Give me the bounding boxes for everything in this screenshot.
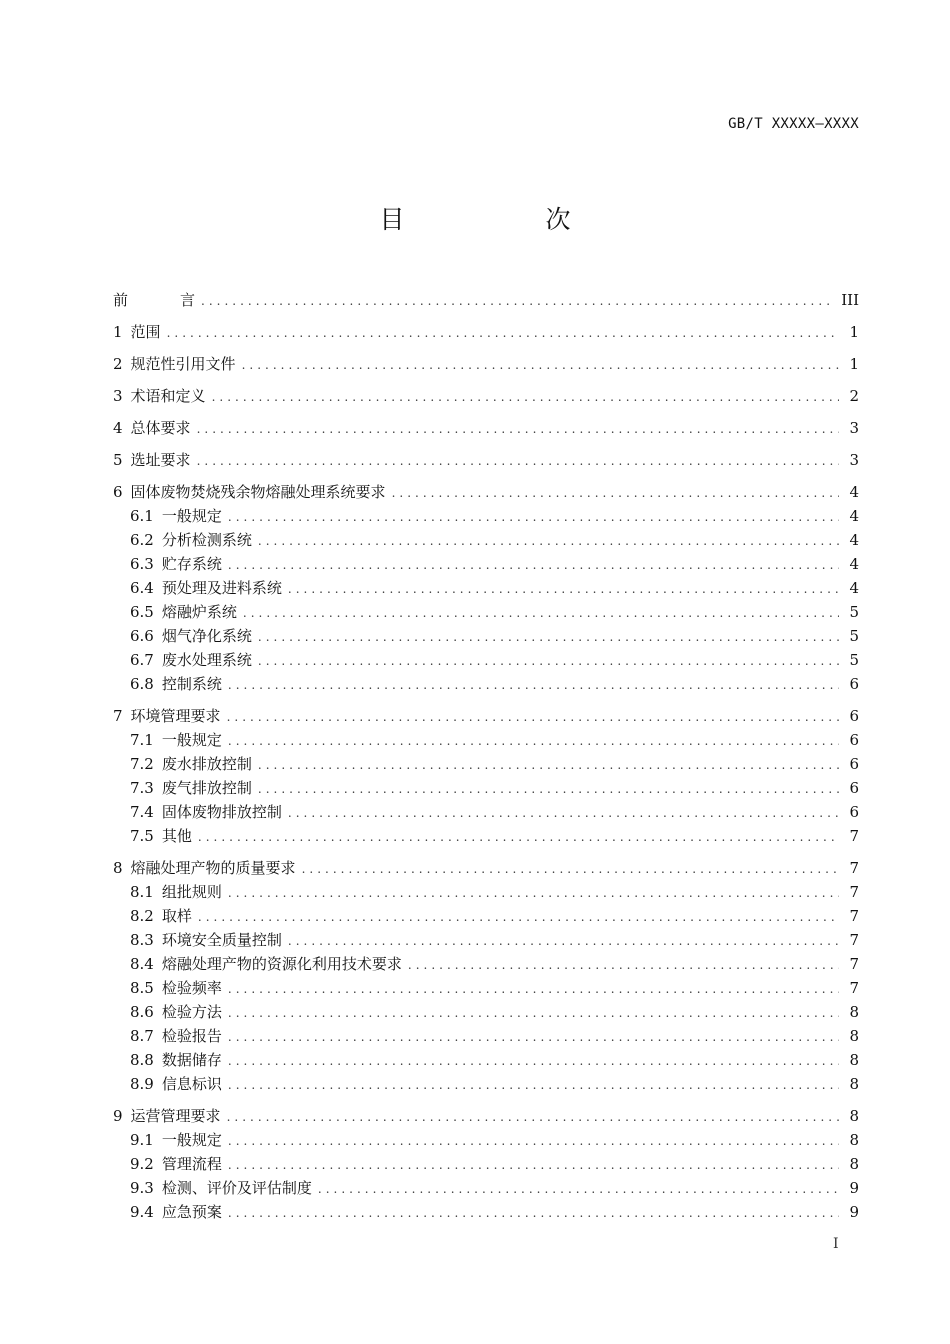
- dot-leader: [228, 1073, 839, 1097]
- toc-entry-number: 7.3: [130, 779, 154, 797]
- toc-entry-number: 7.5: [130, 827, 154, 845]
- toc-entry-page: 5: [849, 603, 859, 621]
- toc-entry-label: 言: [180, 291, 196, 309]
- toc-entry-label: 范围: [130, 323, 161, 341]
- toc-entry[interactable]: [113, 800, 859, 824]
- dot-leader: [167, 321, 839, 345]
- dot-leader: [198, 825, 839, 849]
- toc-entry-label: 术语和定义: [130, 387, 206, 405]
- dot-leader: [227, 705, 839, 729]
- dot-leader: [228, 505, 839, 529]
- toc-entry-number: 6.3: [130, 555, 154, 573]
- toc-entry[interactable]: [113, 728, 859, 752]
- toc-entry-page: 5: [849, 627, 859, 645]
- toc-entry-number: 4: [113, 419, 123, 437]
- toc-entry[interactable]: [113, 1128, 859, 1152]
- toc-entry[interactable]: [113, 1152, 859, 1176]
- toc-entry-page: 6: [849, 803, 859, 821]
- table-of-contents: [113, 288, 859, 1224]
- toc-entry-page: 7: [849, 907, 859, 925]
- toc-entry-page: 4: [849, 507, 859, 525]
- toc-entry-page: 8: [849, 1131, 859, 1149]
- dot-leader: [198, 905, 839, 929]
- toc-entry-number: 7.2: [130, 755, 154, 773]
- dot-leader: [228, 1025, 839, 1049]
- toc-entry[interactable]: [113, 928, 859, 952]
- toc-entry-page: 8: [849, 1051, 859, 1069]
- toc-entry-number: 6.4: [130, 579, 154, 597]
- toc-entry[interactable]: [113, 1104, 859, 1128]
- toc-entry-label: 一般规定: [161, 731, 222, 749]
- toc-entry-label: 分析检测系统: [161, 531, 252, 549]
- toc-entry-page: 7: [849, 859, 859, 877]
- toc-entry-page: 8: [849, 1075, 859, 1093]
- toc-entry-page: 7: [849, 883, 859, 901]
- toc-entry-number: 3: [113, 387, 123, 405]
- dot-leader: [258, 649, 839, 673]
- toc-entry[interactable]: [113, 752, 859, 776]
- toc-entry-label: 贮存系统: [161, 555, 222, 573]
- toc-entry-foreword[interactable]: [113, 288, 859, 312]
- toc-entry[interactable]: [113, 480, 859, 504]
- toc-entry-number: 8.6: [130, 1003, 154, 1021]
- toc-entry-label: 环境管理要求: [130, 707, 221, 725]
- toc-entry-number: 7.4: [130, 803, 154, 821]
- toc-entry-label: 其他: [161, 827, 192, 845]
- dot-leader: [258, 625, 839, 649]
- toc-entry-label: 环境安全质量控制: [161, 931, 282, 949]
- dot-leader: [228, 1049, 839, 1073]
- dot-leader: [302, 857, 839, 881]
- toc-entry[interactable]: [113, 1176, 859, 1200]
- toc-entry-number: 8.9: [130, 1075, 154, 1093]
- toc-entry-page: III: [841, 291, 859, 309]
- toc-entry[interactable]: [113, 824, 859, 848]
- toc-entry-page: 5: [849, 651, 859, 669]
- dot-leader: [288, 801, 839, 825]
- toc-entry-label: 检测、评价及评估制度: [161, 1179, 312, 1197]
- toc-entry-number: 6.2: [130, 531, 154, 549]
- toc-entry-page: 7: [849, 979, 859, 997]
- toc-entry-page: 8: [849, 1003, 859, 1021]
- toc-entry-number: 6.6: [130, 627, 154, 645]
- toc-entry-number: 9: [113, 1107, 123, 1125]
- toc-entry-number: 6: [113, 483, 123, 501]
- toc-entry[interactable]: [113, 1200, 859, 1224]
- toc-entry-number: 8: [113, 859, 123, 877]
- toc-entry-label: 应急预案: [161, 1203, 222, 1221]
- dot-leader: [228, 1153, 839, 1177]
- toc-entry-label: 组批规则: [161, 883, 222, 901]
- toc-entry-label: 烟气净化系统: [161, 627, 252, 645]
- toc-entry[interactable]: [113, 320, 859, 344]
- toc-entry[interactable]: [113, 600, 859, 624]
- dot-leader: [212, 385, 839, 409]
- toc-entry[interactable]: [113, 1024, 859, 1048]
- toc-entry-number: 9.4: [130, 1203, 154, 1221]
- dot-leader: [288, 929, 839, 953]
- toc-entry[interactable]: [113, 856, 859, 880]
- toc-entry[interactable]: [113, 904, 859, 928]
- toc-entry[interactable]: [113, 1072, 859, 1096]
- toc-entry-number: 8.4: [130, 955, 154, 973]
- toc-entry-label: 前: [113, 291, 181, 309]
- toc-entry[interactable]: [113, 672, 859, 696]
- toc-entry-page: 3: [849, 419, 859, 437]
- dot-leader: [242, 353, 839, 377]
- toc-entry-number: 8.2: [130, 907, 154, 925]
- toc-entry-number: 8.3: [130, 931, 154, 949]
- toc-entry-page: 7: [849, 931, 859, 949]
- dot-leader: [197, 449, 839, 473]
- toc-entry-label: 熔融处理产物的质量要求: [130, 859, 296, 877]
- toc-entry-number: 8.7: [130, 1027, 154, 1045]
- toc-entry-label: 取样: [161, 907, 192, 925]
- toc-entry-label: 控制系统: [161, 675, 222, 693]
- dot-leader: [228, 977, 839, 1001]
- toc-entry[interactable]: [113, 880, 859, 904]
- dot-leader: [228, 1129, 839, 1153]
- dot-leader: [228, 1001, 839, 1025]
- toc-entry-number: 6.8: [130, 675, 154, 693]
- toc-entry-number: 6.5: [130, 603, 154, 621]
- toc-entry-page: 6: [849, 707, 859, 725]
- toc-entry-number: 6.1: [130, 507, 154, 525]
- toc-entry-label: 废水处理系统: [161, 651, 252, 669]
- toc-entry-label: 管理流程: [161, 1155, 222, 1173]
- toc-entry[interactable]: [113, 1000, 859, 1024]
- toc-entry[interactable]: [113, 952, 859, 976]
- toc-entry-page: 3: [849, 451, 859, 469]
- toc-entry-page: 4: [849, 531, 859, 549]
- toc-entry[interactable]: [113, 976, 859, 1000]
- toc-entry-page: 4: [849, 483, 859, 501]
- toc-entry-label: 检验频率: [161, 979, 222, 997]
- dot-leader: [258, 753, 839, 777]
- toc-entry-number: 6.7: [130, 651, 154, 669]
- toc-entry-number: 1: [113, 323, 123, 341]
- toc-entry-number: 8.8: [130, 1051, 154, 1069]
- toc-entry-number: 5: [113, 451, 123, 469]
- toc-entry-page: 4: [849, 555, 859, 573]
- toc-entry-number: 9.3: [130, 1179, 154, 1197]
- toc-entry-number: 8.1: [130, 883, 154, 901]
- toc-entry[interactable]: [113, 648, 859, 672]
- toc-entry-page: 6: [849, 779, 859, 797]
- dot-leader: [258, 777, 839, 801]
- toc-entry-number: 7: [113, 707, 123, 725]
- toc-entry-number: 2: [113, 355, 123, 373]
- dot-leader: [201, 289, 831, 313]
- toc-entry-number: 9.1: [130, 1131, 154, 1149]
- toc-entry-page: 8: [849, 1155, 859, 1173]
- toc-entry-label: 熔融处理产物的资源化利用技术要求: [161, 955, 402, 973]
- toc-entry-page: 1: [849, 355, 859, 373]
- toc-entry-label: 总体要求: [130, 419, 191, 437]
- toc-entry[interactable]: [113, 352, 859, 376]
- toc-entry[interactable]: [113, 704, 859, 728]
- toc-entry-page: 7: [849, 827, 859, 845]
- toc-entry[interactable]: [113, 384, 859, 408]
- toc-entry-label: 信息标识: [161, 1075, 222, 1093]
- toc-entry-page: 9: [849, 1203, 859, 1221]
- toc-entry-label: 预处理及进料系统: [161, 579, 282, 597]
- toc-entry-label: 检验报告: [161, 1027, 222, 1045]
- toc-entry-label: 熔融炉系统: [161, 603, 237, 621]
- dot-leader: [228, 673, 839, 697]
- toc-entry[interactable]: [113, 448, 859, 472]
- toc-entry-page: 7: [849, 955, 859, 973]
- toc-entry-label: 一般规定: [161, 507, 222, 525]
- dot-leader: [228, 729, 839, 753]
- dot-leader: [228, 1201, 839, 1225]
- toc-entry-number: 7.1: [130, 731, 154, 749]
- dot-leader: [228, 881, 839, 905]
- toc-entry-label: 选址要求: [130, 451, 191, 469]
- toc-entry-number: 9.2: [130, 1155, 154, 1173]
- standard-code: GB/T XXXXX—XXXX: [728, 116, 859, 132]
- toc-entry-label: 固体废物排放控制: [161, 803, 282, 821]
- toc-entry-page: 9: [849, 1179, 859, 1197]
- toc-entry-page: 8: [849, 1107, 859, 1125]
- dot-leader: [408, 953, 839, 977]
- dot-leader: [227, 1105, 839, 1129]
- toc-entry[interactable]: [113, 528, 859, 552]
- toc-entry-label: 检验方法: [161, 1003, 222, 1021]
- toc-entry-page: 4: [849, 579, 859, 597]
- dot-leader: [197, 417, 839, 441]
- toc-entry[interactable]: [113, 1048, 859, 1072]
- toc-entry-page: 6: [849, 675, 859, 693]
- toc-entry-label: 固体废物焚烧残余物熔融处理系统要求: [130, 483, 386, 501]
- dot-leader: [258, 529, 839, 553]
- page-title: 目 次: [379, 205, 629, 234]
- toc-entry-label: 一般规定: [161, 1131, 222, 1149]
- toc-entry[interactable]: [113, 576, 859, 600]
- toc-entry-label: 废水排放控制: [161, 755, 252, 773]
- toc-entry-page: 6: [849, 731, 859, 749]
- toc-entry[interactable]: [113, 552, 859, 576]
- toc-entry-label: 废气排放控制: [161, 779, 252, 797]
- toc-entry-label: 数据储存: [161, 1051, 222, 1069]
- toc-entry[interactable]: [113, 504, 859, 528]
- toc-entry[interactable]: [113, 416, 859, 440]
- dot-leader: [243, 601, 839, 625]
- dot-leader: [288, 577, 839, 601]
- toc-entry[interactable]: [113, 776, 859, 800]
- toc-entry-number: 8.5: [130, 979, 154, 997]
- toc-entry-label: 规范性引用文件: [130, 355, 236, 373]
- dot-leader: [228, 553, 839, 577]
- dot-leader: [392, 481, 839, 505]
- toc-entry-page: 1: [849, 323, 859, 341]
- dot-leader: [318, 1177, 839, 1201]
- toc-entry[interactable]: [113, 624, 859, 648]
- toc-entry-page: 2: [849, 387, 859, 405]
- toc-entry-page: 6: [849, 755, 859, 773]
- page-number: I: [833, 1236, 839, 1252]
- toc-entry-label: 运营管理要求: [130, 1107, 221, 1125]
- toc-entry-page: 8: [849, 1027, 859, 1045]
